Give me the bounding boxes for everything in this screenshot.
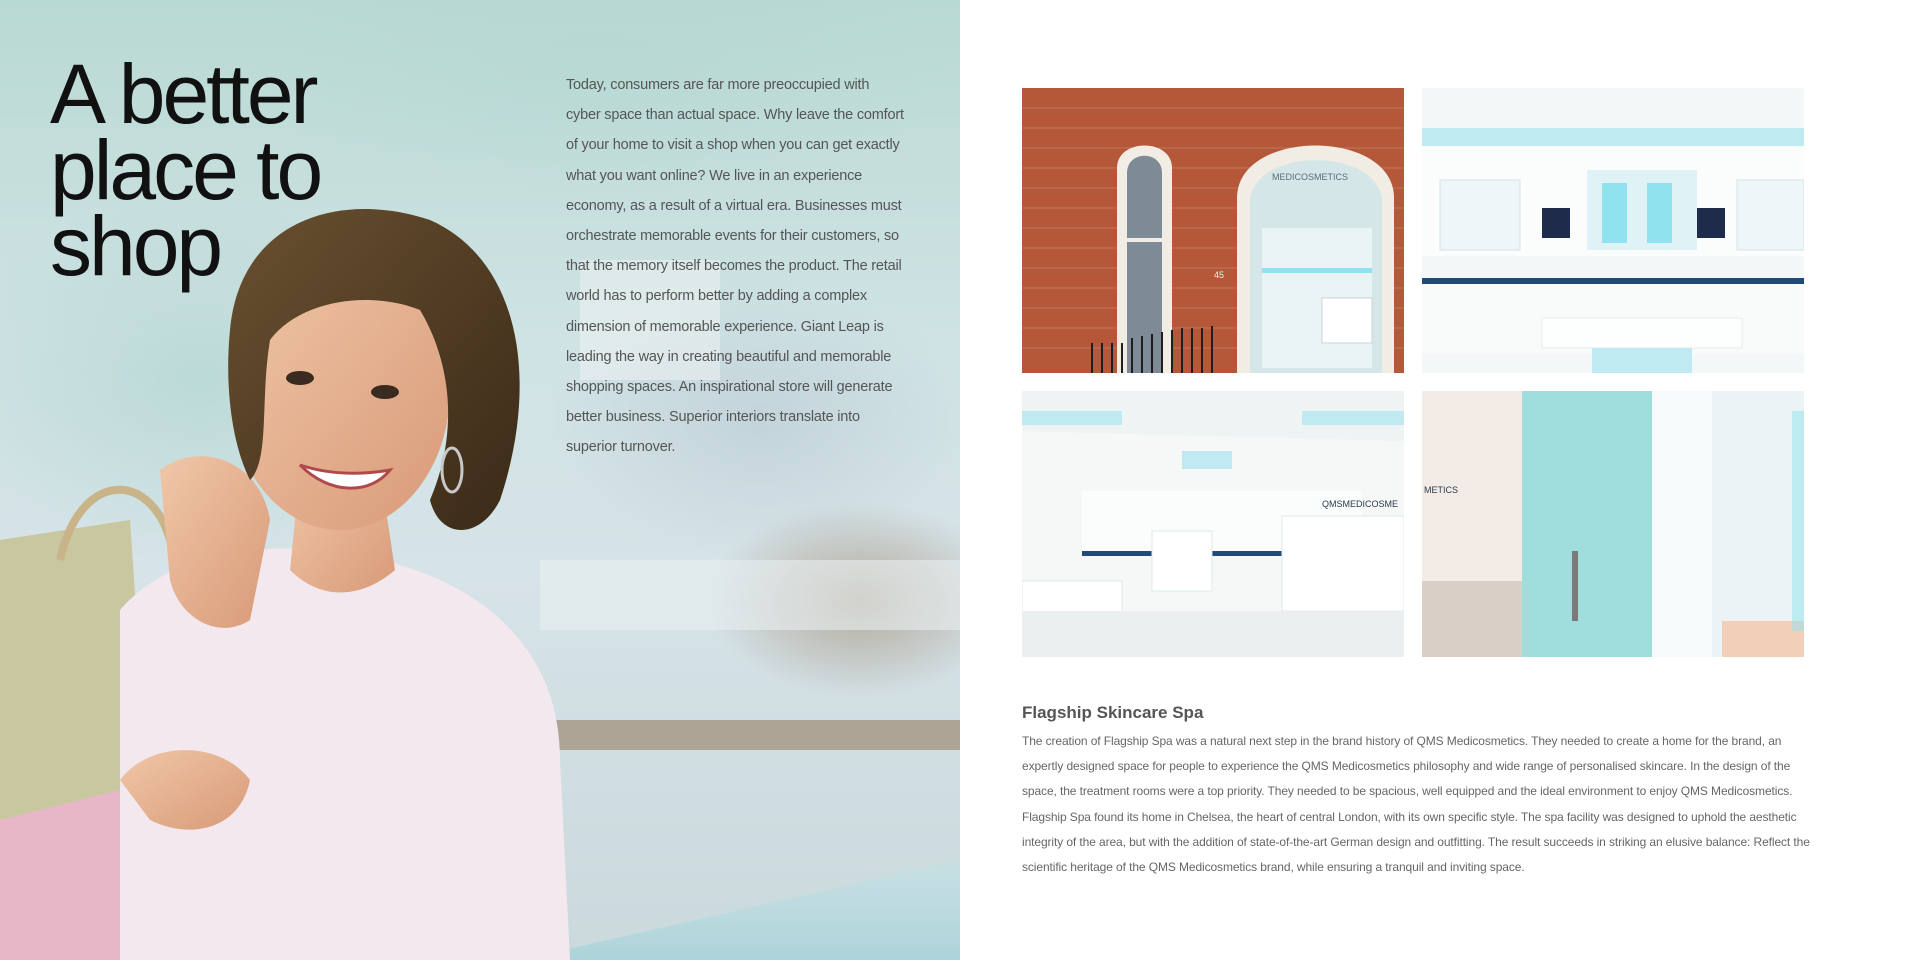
headline-line-2: place to	[50, 123, 321, 217]
street-number: 45	[1214, 270, 1225, 280]
headline-line-1: A better	[50, 47, 316, 141]
product-display-photo	[1422, 88, 1804, 373]
reception-lettering: QMSMEDICOSME	[1322, 499, 1399, 509]
storefront-photo	[1022, 88, 1404, 373]
section-title: Flagship Skincare Spa	[1022, 703, 1204, 722]
right-page	[960, 0, 1920, 960]
treatment-room-photo	[1422, 391, 1804, 657]
reception-photo	[1022, 391, 1404, 657]
treatment-room-lettering: METICS	[1424, 485, 1459, 495]
section-body: The creation of Flagship Spa was a natural next step in the brand history of QMS Medicosmetics. They needed to create a home for the brand, an expertly designed space for people to experience the QMS Medicosmetics philosophy and wide range of personalised skincare. In the design of the space, the treatment rooms were a top priority. They needed to be spacious, well equipped and the ideal environment to enjoy QMS Medicosmetics. Flagship Spa found its home in Chelsea, the heart of central London, with its own specific style. The spa facility was designed to uphold the aesthetic integrity of the area, but with the addition of state-of-the-art German design and outfitting. The result succeeds in striking an elusive balance: Reflect the scientific heritage of the QMS Medicosmetics brand, while ensuring a tranquil and inviting space.	[1022, 734, 1810, 875]
headline-line-3: shop	[50, 199, 221, 293]
intro-paragraph: Today, consumers are far more preoccupied with cyber space than actual space. Why leave the comfort of your home to visit a shop when you can get exactly what you want online? We live in an experience economy, as a result of a virtual era. Businesses must orchestrate memorable events for their customers, so that the memory itself becomes the product. The retail world has to perform better by adding a complex dimension of memorable experience. Giant Leap is leading the way in creating beautiful and memorable shopping spaces. An inspirational store will generate better business. Superior interiors translate into superior turnover.	[566, 77, 904, 456]
headline	[50, 47, 430, 293]
door-lettering: MEDICOSMETICS	[1272, 172, 1349, 182]
